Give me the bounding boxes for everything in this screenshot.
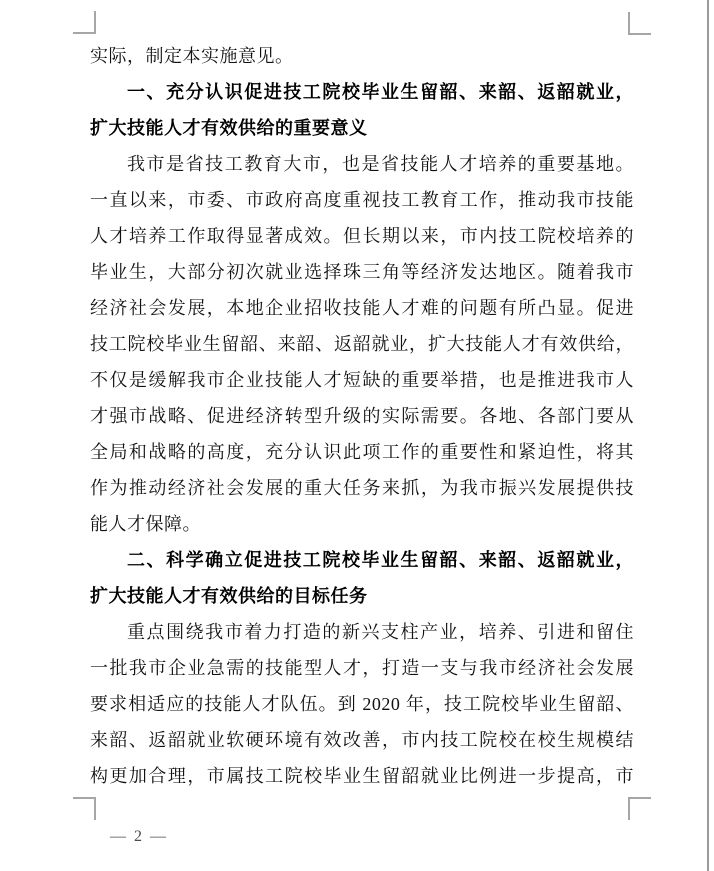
crop-mark-bottom-right — [628, 797, 651, 820]
text-line: 重点围绕我市着力打造的新兴支柱产业，培养、引进和留住 — [127, 622, 634, 642]
document-body — [90, 38, 634, 794]
crop-mark-top-right — [628, 12, 651, 35]
text-line: 技工院校毕业生留韶、来韶、返韶就业，扩大技能人才有效供给， — [90, 334, 634, 354]
text-line: 人才培养工作取得显著成效。但长期以来，市内技工院校培养的 — [90, 226, 634, 246]
crop-mark-top-left — [73, 11, 96, 34]
crop-mark-bottom-left — [73, 797, 96, 820]
heading-line: 一、充分认识促进技工院校毕业生留韶、来韶、返韶就业， — [127, 82, 634, 102]
text-line: 实际，制定本实施意见。 — [90, 46, 294, 66]
text-line: 构更加合理，市属技工院校毕业生留韶就业比例进一步提高，市 — [90, 766, 634, 786]
text-line: 才强市战略、促进经济转型升级的实际需要。各地、各部门要从 — [90, 406, 634, 426]
text-line: 经济社会发展，本地企业招收技能人才难的问题有所凸显。促进 — [90, 298, 634, 318]
page-right-edge-line — [707, 0, 709, 871]
text-line: 我市是省技工教育大市，也是省技能人才培养的重要基地。 — [127, 154, 634, 174]
text-line: 毕业生，大部分初次就业选择珠三角等经济发达地区。随着我市 — [90, 262, 634, 282]
page-number: — 2 — — [110, 828, 168, 845]
text-line: 一直以来，市委、市政府高度重视技工教育工作，推动我市技能 — [90, 190, 634, 210]
heading-line: 扩大技能人才有效供给的目标任务 — [90, 586, 368, 606]
text-line: 来韶、返韶就业软硬环境有效改善，市内技工院校在校生规模结 — [90, 730, 634, 750]
heading-line: 二、科学确立促进技工院校毕业生留韶、来韶、返韶就业， — [127, 550, 634, 570]
text-line: 全局和战略的高度，充分认识此项工作的重要性和紧迫性，将其 — [90, 442, 634, 462]
text-line: 一批我市企业急需的技能型人才，打造一支与我市经济社会发展 — [90, 658, 634, 678]
heading-line: 扩大技能人才有效供给的重要意义 — [90, 118, 368, 138]
text-line: 能人才保障。 — [90, 514, 201, 534]
text-line: 作为推动经济社会发展的重大任务来抓，为我市振兴发展提供技 — [90, 478, 634, 498]
text-line: 不仅是缓解我市企业技能人才短缺的重要举措，也是推进我市人 — [90, 370, 634, 390]
text-line: 要求相适应的技能人才队伍。到 2020 年，技工院校毕业生留韶、 — [90, 694, 634, 714]
